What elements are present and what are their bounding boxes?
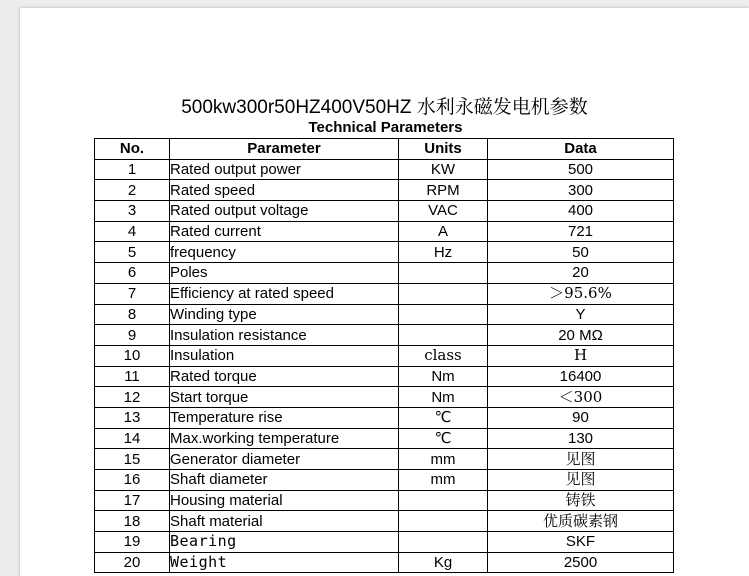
table-row xyxy=(95,470,674,491)
cell-no: 15 xyxy=(95,449,170,470)
cell-units xyxy=(399,283,488,304)
cell-parameter: Rated current xyxy=(170,221,399,242)
cell-data: 见图 xyxy=(488,470,674,491)
cell-no: 3 xyxy=(95,201,170,222)
cell-no: 20 xyxy=(95,552,170,573)
document-title: 500kw300r50HZ400V50HZ 水利永磁发电机参数 xyxy=(181,97,588,118)
cell-no: 17 xyxy=(95,490,170,511)
cell-no: 7 xyxy=(95,283,170,304)
cell-data: 130 xyxy=(488,428,674,449)
cell-units xyxy=(399,511,488,532)
cell-data: SKF xyxy=(488,532,674,553)
cell-data: 16400 xyxy=(488,366,674,387)
table-row xyxy=(95,201,674,222)
table-row xyxy=(95,511,674,532)
table-row xyxy=(95,325,674,346)
cell-units: Nm xyxy=(399,387,488,408)
table-row xyxy=(95,490,674,511)
cell-no: 6 xyxy=(95,263,170,284)
technical-parameters-table xyxy=(94,138,674,573)
cell-no: 18 xyxy=(95,511,170,532)
cell-data: 20 MΩ xyxy=(488,325,674,346)
cell-units: class xyxy=(399,345,488,366)
cell-no: 4 xyxy=(95,221,170,242)
cell-data: 721 xyxy=(488,221,674,242)
cell-units: VAC xyxy=(399,201,488,222)
header-data: Data xyxy=(488,139,674,160)
cell-parameter: Start torque xyxy=(170,387,399,408)
cell-parameter: Rated output power xyxy=(170,159,399,180)
table-row xyxy=(95,180,674,201)
cell-units: RPM xyxy=(399,180,488,201)
cell-units: mm xyxy=(399,470,488,491)
cell-data: ＞95.6% xyxy=(488,283,674,304)
table-body xyxy=(95,159,674,573)
cell-data: 见图 xyxy=(488,449,674,470)
cell-parameter: Generator diameter xyxy=(170,449,399,470)
header-no: No. xyxy=(95,139,170,160)
cell-parameter: Efficiency at rated speed xyxy=(170,283,399,304)
cell-no: 9 xyxy=(95,325,170,346)
cell-data: 400 xyxy=(488,201,674,222)
cell-no: 14 xyxy=(95,428,170,449)
cell-parameter: Temperature rise xyxy=(170,407,399,428)
cell-data: H xyxy=(488,345,674,366)
table-row xyxy=(95,304,674,325)
cell-parameter: frequency xyxy=(170,242,399,263)
table-caption: Technical Parameters xyxy=(308,119,463,136)
cell-data: 90 xyxy=(488,407,674,428)
cell-parameter: Rated output voltage xyxy=(170,201,399,222)
cell-units: KW xyxy=(399,159,488,180)
cell-no: 8 xyxy=(95,304,170,325)
cell-units: ℃ xyxy=(399,407,488,428)
cell-data: 300 xyxy=(488,180,674,201)
table-row xyxy=(95,449,674,470)
cell-no: 5 xyxy=(95,242,170,263)
table-row xyxy=(95,159,674,180)
cell-parameter: Winding type xyxy=(170,304,399,325)
cell-no: 2 xyxy=(95,180,170,201)
cell-data: ＜300 xyxy=(488,387,674,408)
cell-units xyxy=(399,325,488,346)
cell-units xyxy=(399,532,488,553)
cell-units: Nm xyxy=(399,366,488,387)
cell-units xyxy=(399,490,488,511)
table-row xyxy=(95,242,674,263)
table-row xyxy=(95,428,674,449)
table-row xyxy=(95,532,674,553)
cell-units xyxy=(399,304,488,325)
table-row xyxy=(95,366,674,387)
cell-no: 1 xyxy=(95,159,170,180)
table-row xyxy=(95,407,674,428)
table-row xyxy=(95,552,674,573)
cell-no: 12 xyxy=(95,387,170,408)
cell-no: 10 xyxy=(95,345,170,366)
cell-parameter: Weight xyxy=(170,552,399,573)
cell-data: 优质碳素钢 xyxy=(488,511,674,532)
table-row xyxy=(95,345,674,366)
cell-parameter: Bearing xyxy=(170,532,399,553)
cell-data: 500 xyxy=(488,159,674,180)
cell-units: A xyxy=(399,221,488,242)
cell-parameter: Housing material xyxy=(170,490,399,511)
cell-data: 20 xyxy=(488,263,674,284)
cell-no: 16 xyxy=(95,470,170,491)
cell-data: 50 xyxy=(488,242,674,263)
cell-no: 19 xyxy=(95,532,170,553)
cell-parameter: Shaft diameter xyxy=(170,470,399,491)
cell-parameter: Insulation xyxy=(170,345,399,366)
cell-units: mm xyxy=(399,449,488,470)
cell-no: 11 xyxy=(95,366,170,387)
cell-parameter: Insulation resistance xyxy=(170,325,399,346)
cell-data: 2500 xyxy=(488,552,674,573)
table-row xyxy=(95,263,674,284)
cell-data: 铸铁 xyxy=(488,490,674,511)
cell-parameter: Rated torque xyxy=(170,366,399,387)
table-header-row xyxy=(95,139,674,160)
cell-no: 13 xyxy=(95,407,170,428)
cell-units xyxy=(399,263,488,284)
header-units: Units xyxy=(399,139,488,160)
header-parameter: Parameter xyxy=(170,139,399,160)
table-row xyxy=(95,283,674,304)
table-row xyxy=(95,387,674,408)
cell-parameter: Max.working temperature xyxy=(170,428,399,449)
cell-units: ℃ xyxy=(399,428,488,449)
table-row xyxy=(95,221,674,242)
cell-parameter: Rated speed xyxy=(170,180,399,201)
cell-units: Hz xyxy=(399,242,488,263)
cell-parameter: Shaft material xyxy=(170,511,399,532)
cell-units: Kg xyxy=(399,552,488,573)
cell-data: Y xyxy=(488,304,674,325)
cell-parameter: Poles xyxy=(170,263,399,284)
